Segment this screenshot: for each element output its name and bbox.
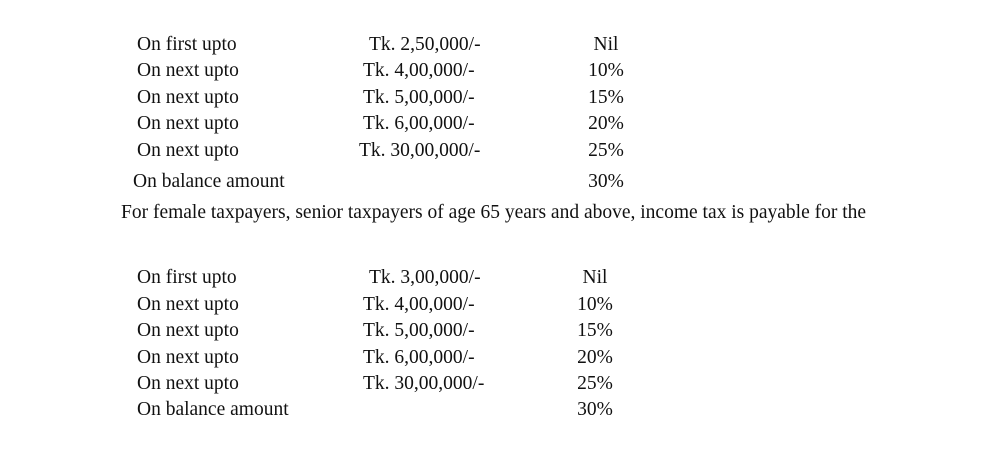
slab-amount: Tk. 3,00,000/- [369,267,481,288]
slab-amount: Tk. 5,00,000/- [363,320,475,341]
slab-amount: Tk. 30,00,000/- [359,140,481,161]
slab-rate: 30% [577,399,613,420]
slab-label: On next upto [137,87,239,108]
slab-label: On next upto [137,113,239,134]
slab-rate: 25% [577,373,613,394]
slab-label: On first upto [137,267,237,288]
slab-amount: Tk. 5,00,000/- [363,87,475,108]
female-senior-note: For female taxpayers, senior taxpayers of age 65 years and above, income tax is payable for the [121,202,867,223]
slab-label: On balance amount [133,171,285,192]
slab-label: On next upto [137,60,239,81]
slab-rate: 20% [577,347,613,368]
slab-rate: 10% [588,60,624,81]
slab-label: On balance amount [137,399,289,420]
slab-amount: Tk. 4,00,000/- [363,60,475,81]
slab-amount: Tk. 6,00,000/- [363,113,475,134]
slab-label: On next upto [137,294,239,315]
slab-rate: Nil [593,34,619,55]
slab-rate: 10% [577,294,613,315]
slab-label: On next upto [137,373,239,394]
slab-rate: Nil [582,267,608,288]
slab-amount: Tk. 2,50,000/- [369,34,481,55]
slab-amount: Tk. 6,00,000/- [363,347,475,368]
slab-label: On next upto [137,320,239,341]
slab-label: On next upto [137,347,239,368]
slab-rate: 15% [588,87,624,108]
slab-rate: 15% [577,320,613,341]
slab-rate: 20% [588,113,624,134]
slab-rate: 25% [588,140,624,161]
slab-rate: 30% [588,171,624,192]
slab-amount: Tk. 4,00,000/- [363,294,475,315]
slab-label: On next upto [137,140,239,161]
slab-amount: Tk. 30,00,000/- [363,373,485,394]
slab-label: On first upto [137,34,237,55]
